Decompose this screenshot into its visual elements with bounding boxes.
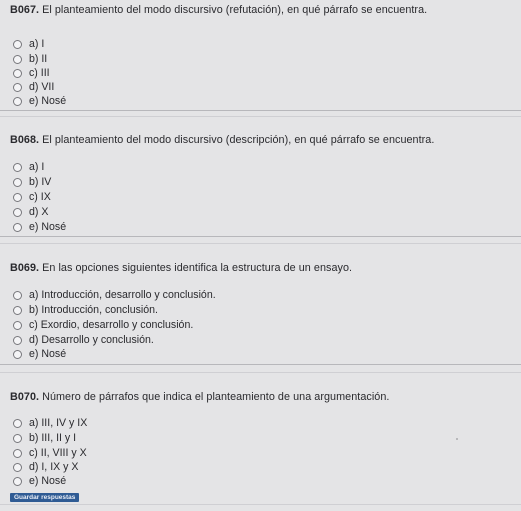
radio-icon[interactable] [13, 434, 22, 443]
save-answers-button[interactable]: Guardar respuestas [10, 493, 79, 502]
question-text: El planteamiento del modo discursivo (descripción), en qué párrafo se encuentra. [39, 134, 435, 146]
option-label: e) Nosé [29, 475, 67, 487]
question-code: B068. [10, 134, 40, 146]
option-b068-a[interactable] [13, 160, 44, 174]
option-b067-d[interactable] [13, 80, 54, 94]
option-b070-d[interactable] [13, 460, 78, 474]
option-b069-d[interactable] [13, 333, 154, 347]
question-text: Número de párrafos que indica el planteamiento de una argumentación. [39, 391, 390, 403]
radio-icon[interactable] [13, 306, 22, 315]
option-label: c) Exordio, desarrollo y conclusión. [29, 319, 194, 331]
radio-icon[interactable] [13, 477, 22, 486]
question-title-b067 [10, 4, 427, 16]
question-text: El planteamiento del modo discursivo (refutación), en qué párrafo se encuentra. [39, 4, 428, 16]
option-b069-b[interactable] [13, 303, 158, 317]
radio-icon[interactable] [13, 178, 22, 187]
radio-icon[interactable] [13, 55, 22, 64]
option-label: b) III, II y I [29, 432, 77, 444]
option-b068-c[interactable] [13, 190, 51, 204]
separator [0, 236, 521, 237]
radio-icon[interactable] [13, 419, 22, 428]
option-label: e) Nosé [29, 95, 67, 107]
option-label: d) X [29, 206, 49, 218]
separator [0, 372, 521, 373]
option-label: d) VII [29, 81, 55, 93]
option-b067-c[interactable] [13, 66, 50, 80]
question-code: B067. [10, 4, 40, 16]
option-label: e) Nosé [29, 221, 67, 233]
question-title-b070 [10, 391, 389, 403]
option-b070-e[interactable] [13, 474, 66, 488]
question-title-b069 [10, 262, 352, 274]
separator [0, 364, 521, 365]
question-text: En las opciones siguientes identifica la estructura de un ensayo. [39, 262, 353, 274]
radio-icon[interactable] [13, 291, 22, 300]
option-label: a) III, IV y IX [29, 417, 88, 429]
option-b067-a[interactable] [13, 37, 44, 51]
separator [0, 243, 521, 244]
radio-icon[interactable] [13, 208, 22, 217]
option-label: a) I [29, 161, 45, 173]
option-b067-b[interactable] [13, 52, 47, 66]
option-b069-e[interactable] [13, 347, 66, 361]
separator [0, 110, 521, 111]
radio-icon[interactable] [13, 97, 22, 106]
radio-icon[interactable] [13, 69, 22, 78]
radio-icon[interactable] [13, 163, 22, 172]
option-b068-e[interactable] [13, 220, 66, 234]
option-label: d) Desarrollo y conclusión. [29, 334, 154, 346]
option-label: d) I, IX y X [29, 461, 79, 473]
question-title-b068 [10, 134, 434, 146]
radio-icon[interactable] [13, 449, 22, 458]
question-code: B070. [10, 391, 40, 403]
speck-dot [456, 438, 458, 440]
option-b069-c[interactable] [13, 318, 193, 332]
option-b070-b[interactable] [13, 431, 76, 445]
option-b070-a[interactable] [13, 416, 87, 430]
question-code: B069. [10, 262, 40, 274]
radio-icon[interactable] [13, 223, 22, 232]
option-b069-a[interactable] [13, 288, 216, 302]
option-b070-c[interactable] [13, 446, 87, 460]
radio-icon[interactable] [13, 193, 22, 202]
option-label: c) II, VIII y X [29, 447, 87, 459]
separator [0, 116, 521, 117]
radio-icon[interactable] [13, 336, 22, 345]
option-label: c) III [29, 67, 50, 79]
radio-icon[interactable] [13, 321, 22, 330]
option-b067-e[interactable] [13, 94, 66, 108]
option-label: b) Introducción, conclusión. [29, 304, 158, 316]
option-b068-d[interactable] [13, 205, 48, 219]
radio-icon[interactable] [13, 350, 22, 359]
option-b068-b[interactable] [13, 175, 51, 189]
option-label: a) I [29, 38, 45, 50]
option-label: e) Nosé [29, 348, 67, 360]
radio-icon[interactable] [13, 83, 22, 92]
radio-icon[interactable] [13, 40, 22, 49]
option-label: c) IX [29, 191, 51, 203]
option-label: b) II [29, 53, 48, 65]
option-label: a) Introducción, desarrollo y conclusión. [29, 289, 216, 301]
radio-icon[interactable] [13, 463, 22, 472]
option-label: b) IV [29, 176, 52, 188]
separator [0, 504, 521, 505]
